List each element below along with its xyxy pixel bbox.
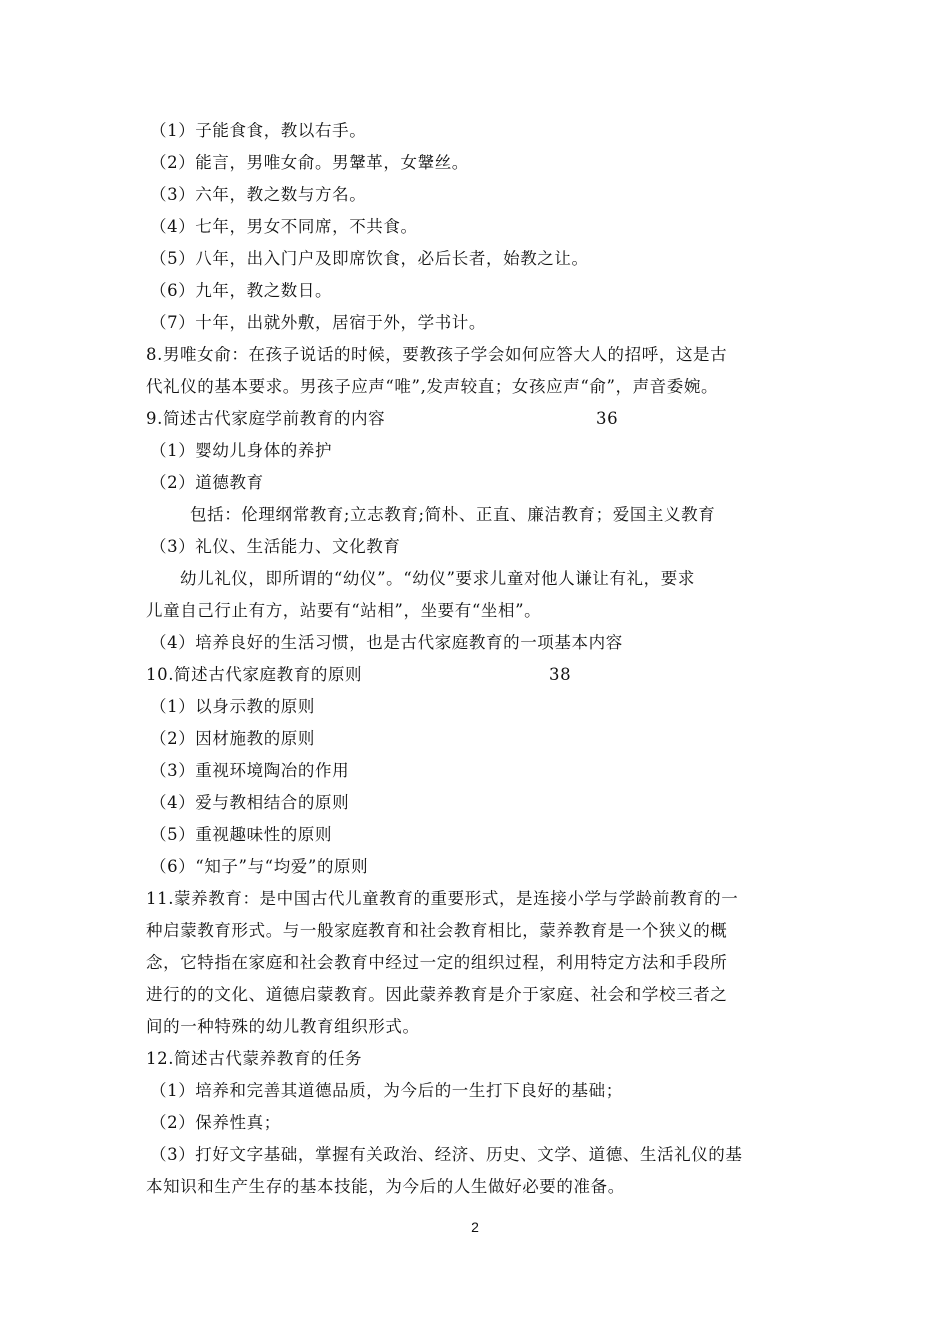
text-line: （2）能言，男唯女俞。男鞶革，女鞶丝。 (150, 153, 469, 172)
text-line: （7）十年，出就外敷，居宿于外，学书计。 (150, 313, 486, 332)
text-line: （6）“知子”与“均爱”的原则 (150, 857, 369, 876)
text-line: （1）子能食食，教以右手。 (150, 121, 367, 140)
text-line: （2）保养性真； (150, 1113, 281, 1132)
document-body (146, 115, 826, 1203)
text-line: 念，它特指在家庭和社会教育中经过一定的组织过程，利用特定方法和手段所 (146, 953, 728, 972)
text-line: （3）六年，教之数与方名。 (150, 185, 367, 204)
text-line: （5）重视趣味性的原则 (150, 825, 333, 844)
text-line: （1）婴幼儿身体的养护 (150, 441, 333, 460)
text-line: （3）礼仪、生活能力、文化教育 (150, 537, 401, 556)
question-title: 9.简述古代家庭学前教育的内容 (146, 409, 386, 428)
text-line: （4）爱与教相结合的原则 (150, 793, 350, 812)
text-line: （3）重视环境陶冶的作用 (150, 761, 350, 780)
text-line: （6）九年，教之数日。 (150, 281, 333, 300)
text-line: （1）以身示教的原则 (150, 697, 315, 716)
text-line: 本知识和生产生存的基本技能，为今后的人生做好必要的准备。 (146, 1177, 625, 1196)
text-line: （1）培养和完善其道德品质，为今后的一生打下良好的基础； (150, 1081, 623, 1100)
question-title: 10.简述古代家庭教育的原则 (146, 665, 363, 684)
question-heading (146, 659, 826, 691)
definition-heading: 8.男唯女俞：在孩子说话的时候，要教孩子学会如何应答大人的招呼，这是古 (146, 345, 728, 364)
text-line: （3）打好文字基础，掌握有关政治、经济、历史、文学、道德、生活礼仪的基 (150, 1145, 743, 1164)
text-line: （4）培养良好的生活习惯，也是古代家庭教育的一项基本内容 (150, 633, 623, 652)
text-line: （4）七年，男女不同席，不共食。 (150, 217, 418, 236)
text-line: 间的一种特殊的幼儿教育组织形式。 (146, 1017, 420, 1036)
page-number: 2 (471, 1219, 479, 1235)
text-line: （2）因材施教的原则 (150, 729, 315, 748)
definition-heading: 11.蒙养教育：是中国古代儿童教育的重要形式，是连接小学与学龄前教育的一 (146, 889, 739, 908)
text-line: 包括：伦理纲常教育;立志教育;简朴、正直、廉洁教育；爱国主义教育 (190, 505, 716, 524)
text-line: 种启蒙教育形式。与一般家庭教育和社会教育相比，蒙养教育是一个狭义的概 (146, 921, 728, 940)
question-heading (146, 403, 826, 435)
page-reference: 36 (596, 409, 619, 428)
text-line: 代礼仪的基本要求。男孩子应声“唯”,发声较直；女孩应声“俞”，声音委婉。 (146, 377, 719, 396)
text-line: （2）道德教育 (150, 473, 264, 492)
question-heading: 12.简述古代蒙养教育的任务 (146, 1049, 363, 1068)
text-line: 进行的的文化、道德启蒙教育。因此蒙养教育是介于家庭、社会和学校三者之 (146, 985, 728, 1004)
text-line: （5）八年，出入门户及即席饮食，必后长者，始教之让。 (150, 249, 589, 268)
text-line: 儿童自己行止有方，站要有“站相”，坐要有“坐相”。 (146, 601, 542, 620)
text-line: 幼儿礼仪，即所谓的“幼仪”。“幼仪”要求儿童对他人谦让有礼，要求 (180, 569, 695, 588)
page-reference: 38 (549, 665, 572, 684)
